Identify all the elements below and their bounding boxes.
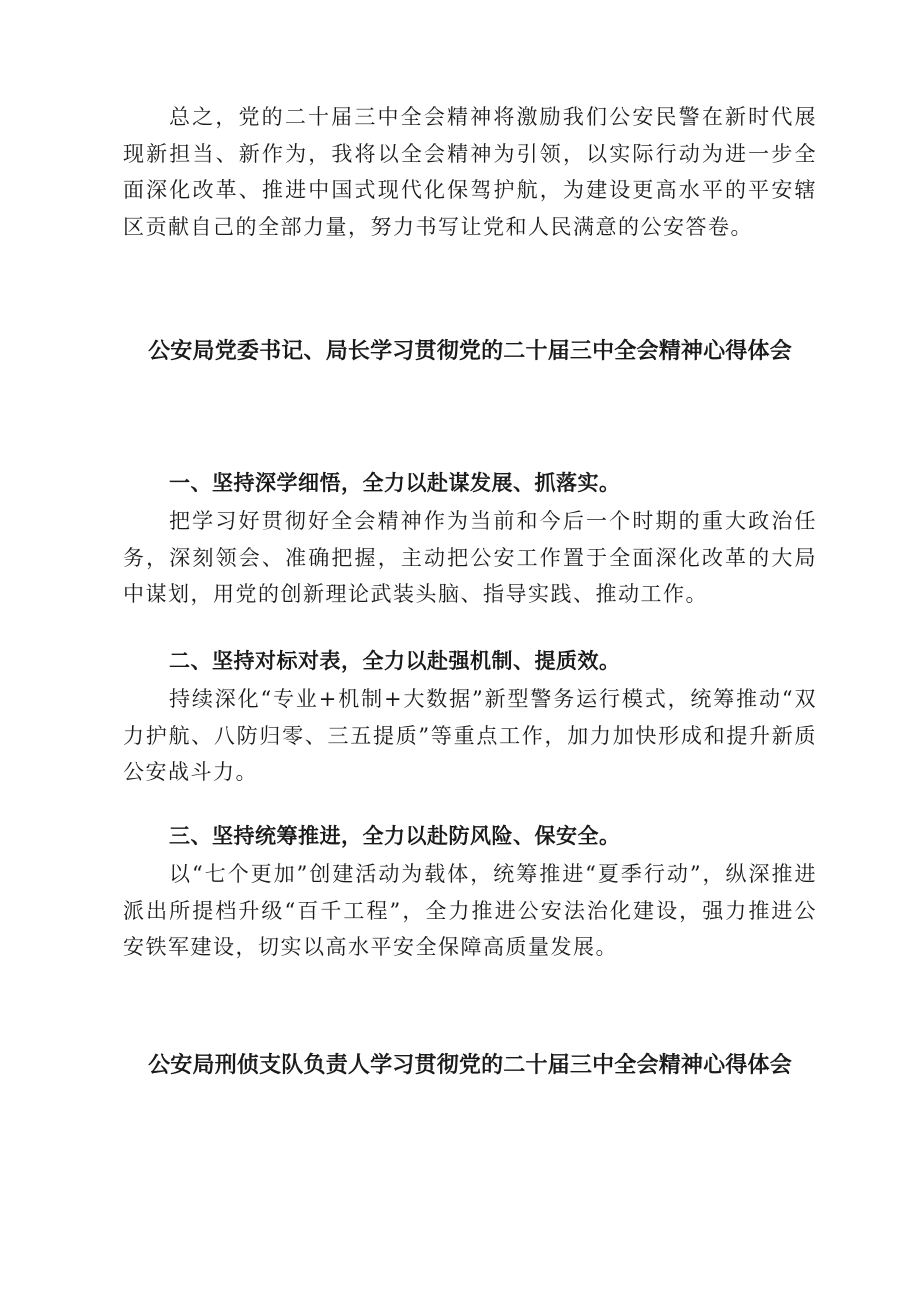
- article-title-party-secretary: 公安局党委书记、局长学习贯彻党的二十届三中全会精神心得体会: [148, 339, 792, 364]
- section-body-2: 持续深化“专业+机制+大数据”新型警务运行模式，统筹推动“双力护航、八防归零、三五提质”等重点工作，加力加快形成和提升新质公安战斗力。: [123, 687, 817, 784]
- article-title-criminal-investigation: 公安局刑侦支队负责人学习贯彻党的二十届三中全会精神心得体会: [148, 1053, 792, 1078]
- section-heading-1: 一、坚持深学细悟，全力以赴谋发展、抓落实。: [169, 471, 621, 495]
- section-body-1: 把学习好贯彻好全会精神作为当前和今后一个时期的重大政治任务，深刻领会、准确把握，主动把公安工作置于全面深化改革的大局中谋划，用党的创新理论武装头脑、指导实践、推动工作。: [123, 509, 817, 606]
- section-body-3: 以“七个更加”创建活动为载体，统筹推进“夏季行动”，纵深推进派出所提档升级“百千工程”，全力推进公安法治化建设，强力推进公安铁军建设，切实以高水平安全保障高质量发展。: [123, 862, 817, 959]
- section-heading-3: 三、坚持统筹推进，全力以赴防风险、保安全。: [169, 824, 621, 848]
- intro-paragraph: 总之，党的二十届三中全会精神将激励我们公安民警在新时代展现新担当、新作为，我将以全会精神为引领，以实际行动为进一步全面深化改革、推进中国式现代化保驾护航，为建设更高水平的平安辖区贡献自己的全部力量，努力书写让党和人民满意的公安答卷。: [123, 105, 817, 239]
- section-heading-2: 二、坚持对标对表，全力以赴强机制、提质效。: [169, 649, 621, 673]
